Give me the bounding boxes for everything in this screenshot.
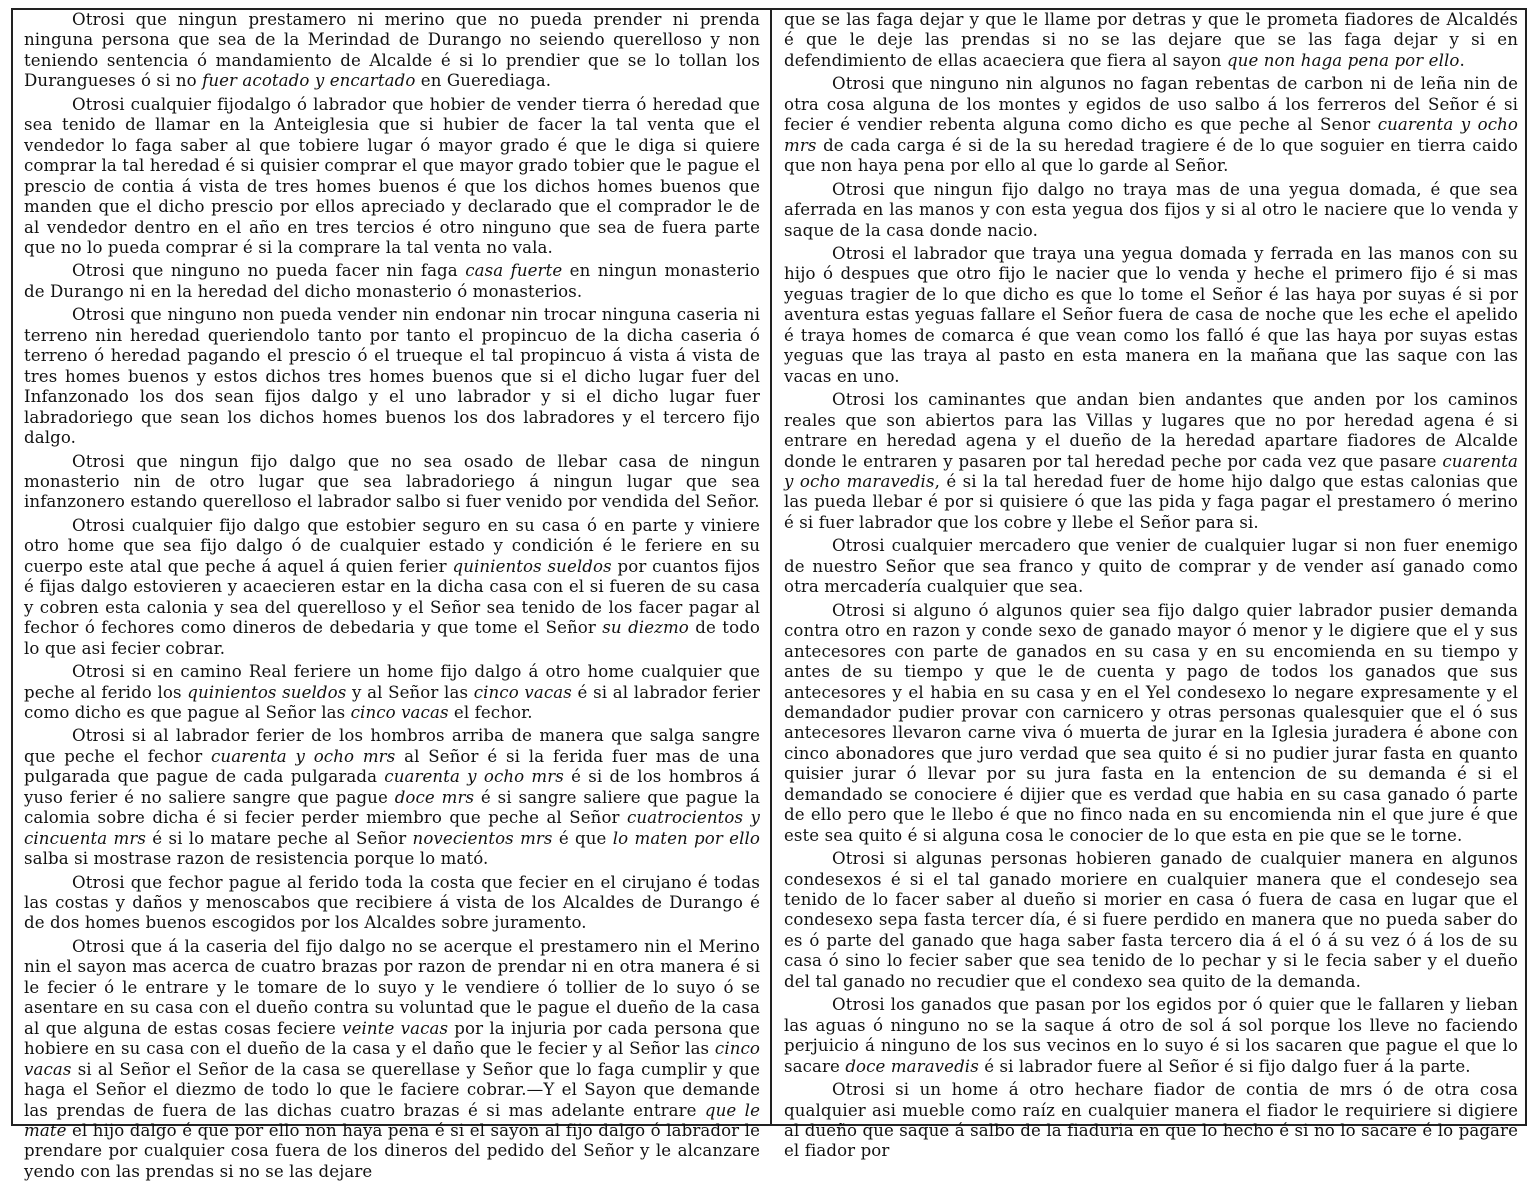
right-paragraph-9: Otrosi si un home á otro hechare fiador de contia de mrs ó de otra cosa qualquier asi mueble como raíz en cualquier manera el fiador le requiriere si digiere al dueño que saque á salbo de la fiaduria en que lo hecho é si no lo sacare é lo pagare el fiador por bbox=[784, 1080, 1518, 1161]
left-column bbox=[24, 10, 761, 1181]
italic-phrase: su diezmo bbox=[602, 618, 689, 638]
right-paragraph-1: Otrosi que ninguno nin algunos no fagan rebentas de carbon ni de leña nin de otra cosa alguna de los montes y egidos de uso salbo á los ferreros del Señor é si fecier é vendier rebenta alguna como dicho es que peche al Senor cuarenta y ocho mrs de cada carga é si de la su heredad tragiere é de lo que soguier en tierra caido que non haya pena por ello al que lo garde al Señor. bbox=[784, 74, 1518, 176]
right-paragraph-7: Otrosi si algunas personas hobieren ganado de cualquier manera en algunos condesexos é si el tal ganado moriere en cualquier manera que el condesejo sea tenido de lo facer saber al dueño si morier en casa ó fuera de casa en lugar que el condesexo sepa fasta tercer día, é si fuere perdido en manera que no pueda saber do es ó parte del ganado que haga saber fasta tercero dia á el ó á su vez ó á los de su casa ó sino lo fecier saber que sea tenido de lo pechar y si le fecia saber y el dueño del tal ganado no recudier que el condexo sea quito de la demanda. bbox=[784, 849, 1518, 991]
italic-phrase: lo maten por ello bbox=[612, 828, 760, 848]
italic-phrase: doce mrs bbox=[394, 787, 475, 807]
right-paragraph-continued: que se las faga dejar y que le llame por detras y que le prometa fiadores de Alcaldés é que le deje las prendas si no se las dejare que se las faga dejar y si en defendimiento de ellas acaeciera que fiera al sayon que non haga pena por ello. bbox=[784, 10, 1518, 70]
italic-phrase: cinco vacas bbox=[473, 682, 572, 702]
right-paragraph-8: Otrosi los ganados que pasan por los egidos por ó quier que le fallaren y lieban las aguas ó ninguno no se la saque á otro de sol á sol porque los lleve no faciendo perjuicio á ninguno de los sus vecinos en lo suyo é si los sacaren que pague el que lo sacare doce maravedis é si labrador fuere al Señor é si fijo dalgo fuer á la parte. bbox=[784, 995, 1518, 1076]
left-paragraph-7: Otrosi si en camino Real feriere un home fijo dalgo á otro home cualquier que peche al ferido los quinientos sueldos y al Señor las cinco vacas é si al labrador ferier como dicho es que pague al Señor las cinco vacas el fechor. bbox=[24, 662, 760, 722]
italic-phrase: cuarenta y ocho mrs bbox=[384, 767, 564, 787]
left-paragraph-5: Otrosi que ningun fijo dalgo que no sea osado de llebar casa de ningun monasterio nin de otro lugar que sea labradoriego á ningun lugar que sea infanzonero estando querelloso el labrador salbo si fuer venido por vendida del Señor. bbox=[24, 451, 760, 512]
italic-phrase: veinte vacas bbox=[342, 1018, 449, 1038]
italic-phrase: cinco vacas bbox=[24, 1039, 760, 1079]
italic-phrase: quinientos sueldos bbox=[187, 682, 347, 702]
left-paragraph-4: Otrosi que ninguno non pueda vender nin endonar nin trocar ninguna caseria ni terreno nin heredad queriendolo tanto por tanto el propincuo de la dicha caseria ó terreno ó heredad pagando el prescio ó el trueque el tal propincuo á vista á vista de tres homes buenos y estos dichos tres homes buenos que si el dicho lugar fuer del Infanzonado los dos sean fijos dalgo y el uno labrador y si el dicho lugar fuer labradoriego que sean los dichos homes buenos los dos labradores y el tercero fijo dalgo. bbox=[24, 305, 760, 448]
left-paragraph-6: Otrosi cualquier fijo dalgo que estobier seguro en su casa ó en parte y viniere otro home que sea fijo dalgo ó de cualquier estado y condición é le feriere en su cuerpo este atal que peche á aquel á quien ferier quinientos sueldos por cuantos fijos é fijas dalgo estovieren y acaecieren estar en la dicha casa con el si fueren de su casa y cobren esta calonia y sea del querelloso y el Señor sea tenido de los facer pagar al fechor ó fechores como dineros de debedaria y que tome el Señor su diezmo de todo lo que asi fecier cobrar. bbox=[24, 515, 760, 658]
right-paragraph-6: Otrosi si alguno ó algunos quier sea fijo dalgo quier labrador pusier demanda contra otro en razon y conde sexo de ganado mayor ó menor y le digiere que el y sus antecesores con parte de ganados en su casa y en su encomienda en su tiempo y antes de su tiempo y que le de cuenta y pago de todos los ganados que sus antecesores y el habia en su casa y en el Yel condesexo lo negare expresamente y el demandador pudier provar con carnicero y otras personas qualesquier que el ó sus antecesores llevaron carne viva ó muerta de jurar en la Iglesia juradera é abone con cinco abonadores que juro verdad que sea quito é si no pudier jurar fasta en quanto quisier jurar ó llevar por su jura fasta en la entencion de su demanda é si el demandado se conociere é dijier que es verdad que habia en su casa ganado ó parte de ello pero que le llebo é que no finco nada en su encomienda nin el que jure é que este sea quito é si alguna cosa le conocier de lo que esta en pie que se le torne. bbox=[784, 600, 1518, 845]
left-paragraph-8: Otrosi si al labrador ferier de los hombros arriba de manera que salga sangre que peche el fechor cuarenta y ocho mrs al Señor é si la ferida fuer mas de una pulgarada que pague de cada pulgarada cuarenta y ocho mrs é si de los hombros á yuso ferier é no saliere sangre que pague doce mrs é si sangre saliere que pague la calomia sobre dicha é si fecier perder miembro que peche al Señor cuatrocientos y cincuenta mrs é si lo matare peche al Señor novecientos mrs é que lo maten por ello salba si mostrase razon de resistencia porque lo mató. bbox=[24, 726, 761, 869]
italic-phrase: cuatrocientos y cincuenta mrs bbox=[24, 808, 760, 848]
right-paragraph-3: Otrosi el labrador que traya una yegua domada y ferrada en las manos con su hijo ó despues que otro fijo le nacier que lo venda y heche el primero fijo é si mas yeguas tragier de lo que dicho es que lo tome el Señor é las haya por suyas é si por aventura estas yeguas fallare el Señor fuera de casa de noche que les eche el apelido é traya homes de comarca é que vean como los falló é que las haya por suyas estas yeguas que las traya al pasto en esta manera en la mañana que las saque con las vacas en uno. bbox=[784, 243, 1518, 386]
right-paragraph-2: Otrosi que ningun fijo dalgo no traya mas de una yegua domada, é que sea aferrada en las manos y con esta yegua dos fijos y si al otro le naciere que lo venda y saque de la casa donde nacio. bbox=[784, 179, 1518, 240]
right-column bbox=[784, 10, 1518, 1161]
italic-phrase: fuer acotado y encartado bbox=[202, 71, 416, 91]
italic-phrase: quinientos sueldos bbox=[452, 556, 612, 576]
italic-phrase: cinco vacas bbox=[350, 702, 449, 722]
italic-phrase: cuarenta y ocho mrs bbox=[784, 115, 1518, 155]
left-paragraph-3: Otrosi que ninguno no pueda facer nin faga casa fuerte en ningun monasterio de Durango ni en la heredad del dicho monasterio ó monasterios. bbox=[24, 261, 760, 301]
column-divider bbox=[770, 8, 772, 1126]
italic-phrase: que non haga pena por ello bbox=[1226, 50, 1460, 70]
italic-phrase: doce maravedis bbox=[845, 1056, 979, 1076]
right-paragraph-4: Otrosi los caminantes que andan bien andantes que anden por los caminos reales que son abiertos para las Villas y lugares que no por heredad agena é si entrare en heredad agena y el dueño de la heredad apartare fiadores de Alcalde donde le entraren y pasaren por tal heredad peche por cada vez que pasare cuarenta y ocho maravedis, é si la tal heredad fuer de home hijo dalgo que estas calonias que las pueda llebar é por si quisiere ó que las pida y faga pagar el prestamero ó merino é si fuer labrador que los cobre y llebe el Señor para si. bbox=[784, 390, 1518, 532]
italic-phrase: novecientos mrs bbox=[412, 828, 553, 848]
italic-phrase: cuarenta y ocho maravedis bbox=[784, 451, 1518, 491]
left-paragraph-9: Otrosi que fechor pague al ferido toda la costa que fecier en el cirujano é todas las costas y daños y menoscabos que recibiere á vista de los Alcaldes de Durango é de dos homes buenos escogidos por los Alcaldes sobre juramento. bbox=[24, 872, 760, 933]
italic-phrase: casa fuerte bbox=[465, 261, 563, 281]
italic-phrase: que le mate bbox=[24, 1100, 760, 1141]
left-paragraph-10: Otrosi que á la caseria del fijo dalgo no se acerque el prestamero nin el Merino nin el sayon mas acerca de cuatro brazas por razon de prendar ni en otra manera é si le fecier ó le entrare y le tomare de lo suyo y le vendiere ó tollier de lo suyo ó se asentare en su casa con el dueño contra su voluntad que le pague el dueño de la casa al que alguna de estas cosas feciere veinte vacas por la injuria por cada persona que hobiere en su casa con el dueño de la casa y el daño que le fecier y al Señor las cinco vacas si al Señor el Señor de la casa se querellase y Señor que lo faga cumplir y que haga el Señor el diezmo de todo lo que le faciere cobrar.—Y el Sayon que demande las prendas de fuera de las dichas cuatro brazas é si mas adelante entrare que le mate el hijo dalgo é que por ello non haya pena é si el sayon al fijo dalgo ó labrador le prendare por cualquier cosa fuera de los dineros del pedido del Señor y le alcanzare yendo con las prendas si no se las dejare bbox=[24, 936, 760, 1181]
left-paragraph-2: Otrosi cualquier fijodalgo ó labrador que hobier de vender tierra ó heredad que sea tenido de llamar en la Anteiglesia que si hubier de facer la tal venta que el vendedor lo faga saber al que tobiere lugar ó mayor grado é que le diga si quiere comprar la tal heredad é si quisier comprar el que mayor grado tobier que le pague el prescio de contia á vista de tres homes buenos é que los dichos homes buenos que manden que el dicho prescio por ellos apreciado y declarado que el comprador le de al vendedor dentro en el año en tres tercios é otro ninguno que sea de fuera parte que no lo pueda comprar é si la comprare la tal venta no vala. bbox=[24, 94, 760, 257]
left-paragraph-1: Otrosi que ningun prestamero ni merino que no pueda prender ni prenda ninguna persona que sea de la Merindad de Durango no seiendo querelloso y non teniendo sentencia ó mandamiento de Alcalde é si lo prendier que se lo tollan los Durangueses ó si no fuer acotado y encartado en Guerediaga. bbox=[24, 10, 760, 91]
italic-phrase: cuarenta y ocho mrs bbox=[211, 746, 396, 766]
right-paragraph-5: Otrosi cualquier mercadero que venier de cualquier lugar si non fuer enemigo de nuestro Señor que sea franco y quito de comprar y de vender así ganado como otra mercadería cualquier que sea. bbox=[784, 536, 1518, 597]
